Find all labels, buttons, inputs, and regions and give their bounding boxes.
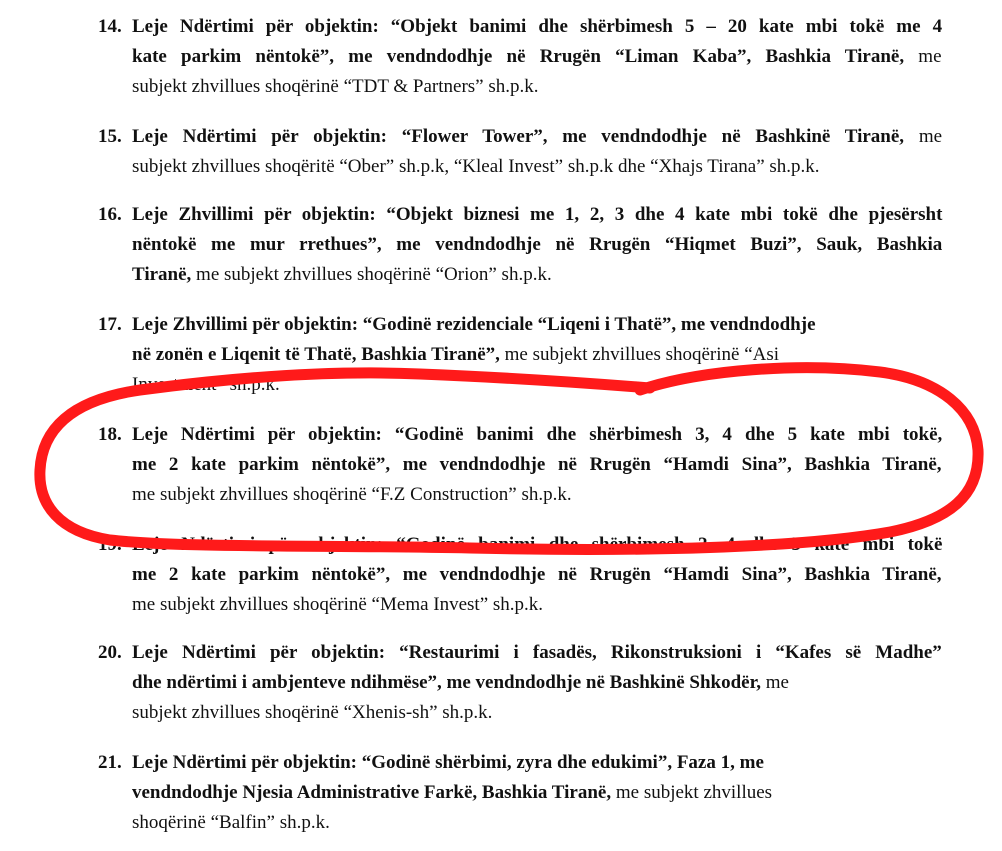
item-number: 14. [98,16,122,37]
item-number: 16. [98,204,122,225]
item-text-line [132,530,942,560]
regular-text: Investment” sh.p.k. [132,374,280,395]
item-text-line [132,42,942,72]
item-text-line [132,778,772,808]
item-text-line [132,12,942,42]
item-text-line [132,152,820,182]
item-text-line [132,590,543,620]
item-text-line [132,122,942,152]
item-text-line [132,808,330,838]
bold-text: kate parkim nëntokë”, me vendndodhje në Rrugën “Liman Kaba”, Bashkia Tiranë, [132,46,905,67]
bold-text: Leje Ndërtimi për objektin: “Restaurimi i fasadës, Rikonstruksioni i “Kafes së Madhe” [132,642,942,663]
regular-text: subjekt zhvillues shoqërinë “TDT & Partners” sh.p.k. [132,76,539,97]
bold-text: Leje Zhvillimi për objektin: “Objekt biznesi me 1, 2, 3 dhe 4 kate mbi tokë dhe pjesërsht [132,204,943,225]
bold-text: Tiranë, [132,264,192,285]
bold-text: Leje Ndërtimi për objektin: “Godinë shërbimi, zyra dhe edukimi”, Faza 1, me [132,752,764,773]
item-text-line [132,310,816,340]
regular-text: shoqërinë “Balfin” sh.p.k. [132,812,330,833]
item-text-line [132,72,539,102]
regular-text: me [904,126,943,147]
bold-text: Leje Ndërtimi për objektin: “Godinë banimi dhe shërbimesh 2, 4 dhe 5 kate mbi tokë [132,534,943,555]
bold-text: me 2 kate parkim nëntokë”, me vendndodhje në Rrugën “Hamdi Sina”, Bashkia Tiranë, [132,564,942,585]
item-text-line [132,450,942,480]
bold-text: Leje Ndërtimi për objektin: “Objekt banimi dhe shërbimesh 5 – 20 kate mbi tokë me 4 [132,16,943,37]
bold-text: në zonën e Liqenit të Thatë, Bashkia Tiranë”, [132,344,500,365]
item-text-line [132,638,942,668]
regular-text: subjekt zhvillues shoqëritë “Ober” sh.p.k, “Kleal Invest” sh.p.k dhe “Xhajs Tirana” sh.p.k. [132,156,820,177]
item-text-line [132,698,492,728]
bold-text: me 2 kate parkim nëntokë”, me vendndodhje në Rrugën “Hamdi Sina”, Bashkia Tiranë, [132,454,942,475]
regular-text: me subjekt zhvillues [611,782,773,803]
item-text-line [132,668,789,698]
item-number: 15. [98,126,122,147]
bold-text: Leje Ndërtimi për objektin: “Godinë banimi dhe shërbimesh 3, 4 dhe 5 kate mbi tokë, [132,424,943,445]
regular-text: me subjekt zhvillues shoqërinë “Mema Invest” sh.p.k. [132,594,544,615]
item-text-line [132,480,572,510]
regular-text: me [904,46,942,67]
regular-text: subjekt zhvillues shoqërinë “Xhenis-sh” sh.p.k. [132,702,493,723]
item-text-line [132,230,942,260]
item-text-line [132,200,942,230]
item-number: 21. [98,752,122,773]
item-number: 17. [98,314,122,335]
bold-text: Leje Zhvillimi për objektin: “Godinë rezidenciale “Liqeni i Thatë”, me vendndodhje [132,314,816,335]
regular-text: me subjekt zhvillues shoqërinë “Orion” sh.p.k. [191,264,552,285]
regular-text: me [761,672,789,693]
regular-text: me subjekt zhvillues shoqërinë “Asi [499,344,780,365]
item-number: 19. [98,534,122,555]
item-text-line [132,340,779,370]
item-number: 20. [98,642,122,663]
item-text-line [132,260,552,290]
bold-text: vendndodhje Njesia Administrative Farkë, Bashkia Tiranë, [132,782,612,803]
regular-text: me subjekt zhvillues shoqërinë “F.Z Construction” sh.p.k. [132,484,572,505]
item-text-line [132,560,942,590]
item-number: 18. [98,424,122,445]
bold-text: dhe ndërtimi i ambjenteve ndihmëse”, me vendndodhje në Bashkinë Shkodër, [132,672,762,693]
item-text-line [132,420,942,450]
item-text-line [132,748,764,778]
item-text-line [132,370,280,400]
bold-text: Leje Ndërtimi për objektin: “Flower Tower”, me vendndodhje në Bashkinë Tiranë, [132,126,905,147]
bold-text: nëntokë me mur rrethues”, me vendndodhje në Rrugën “Hiqmet Buzi”, Sauk, Bashkia [132,234,943,255]
